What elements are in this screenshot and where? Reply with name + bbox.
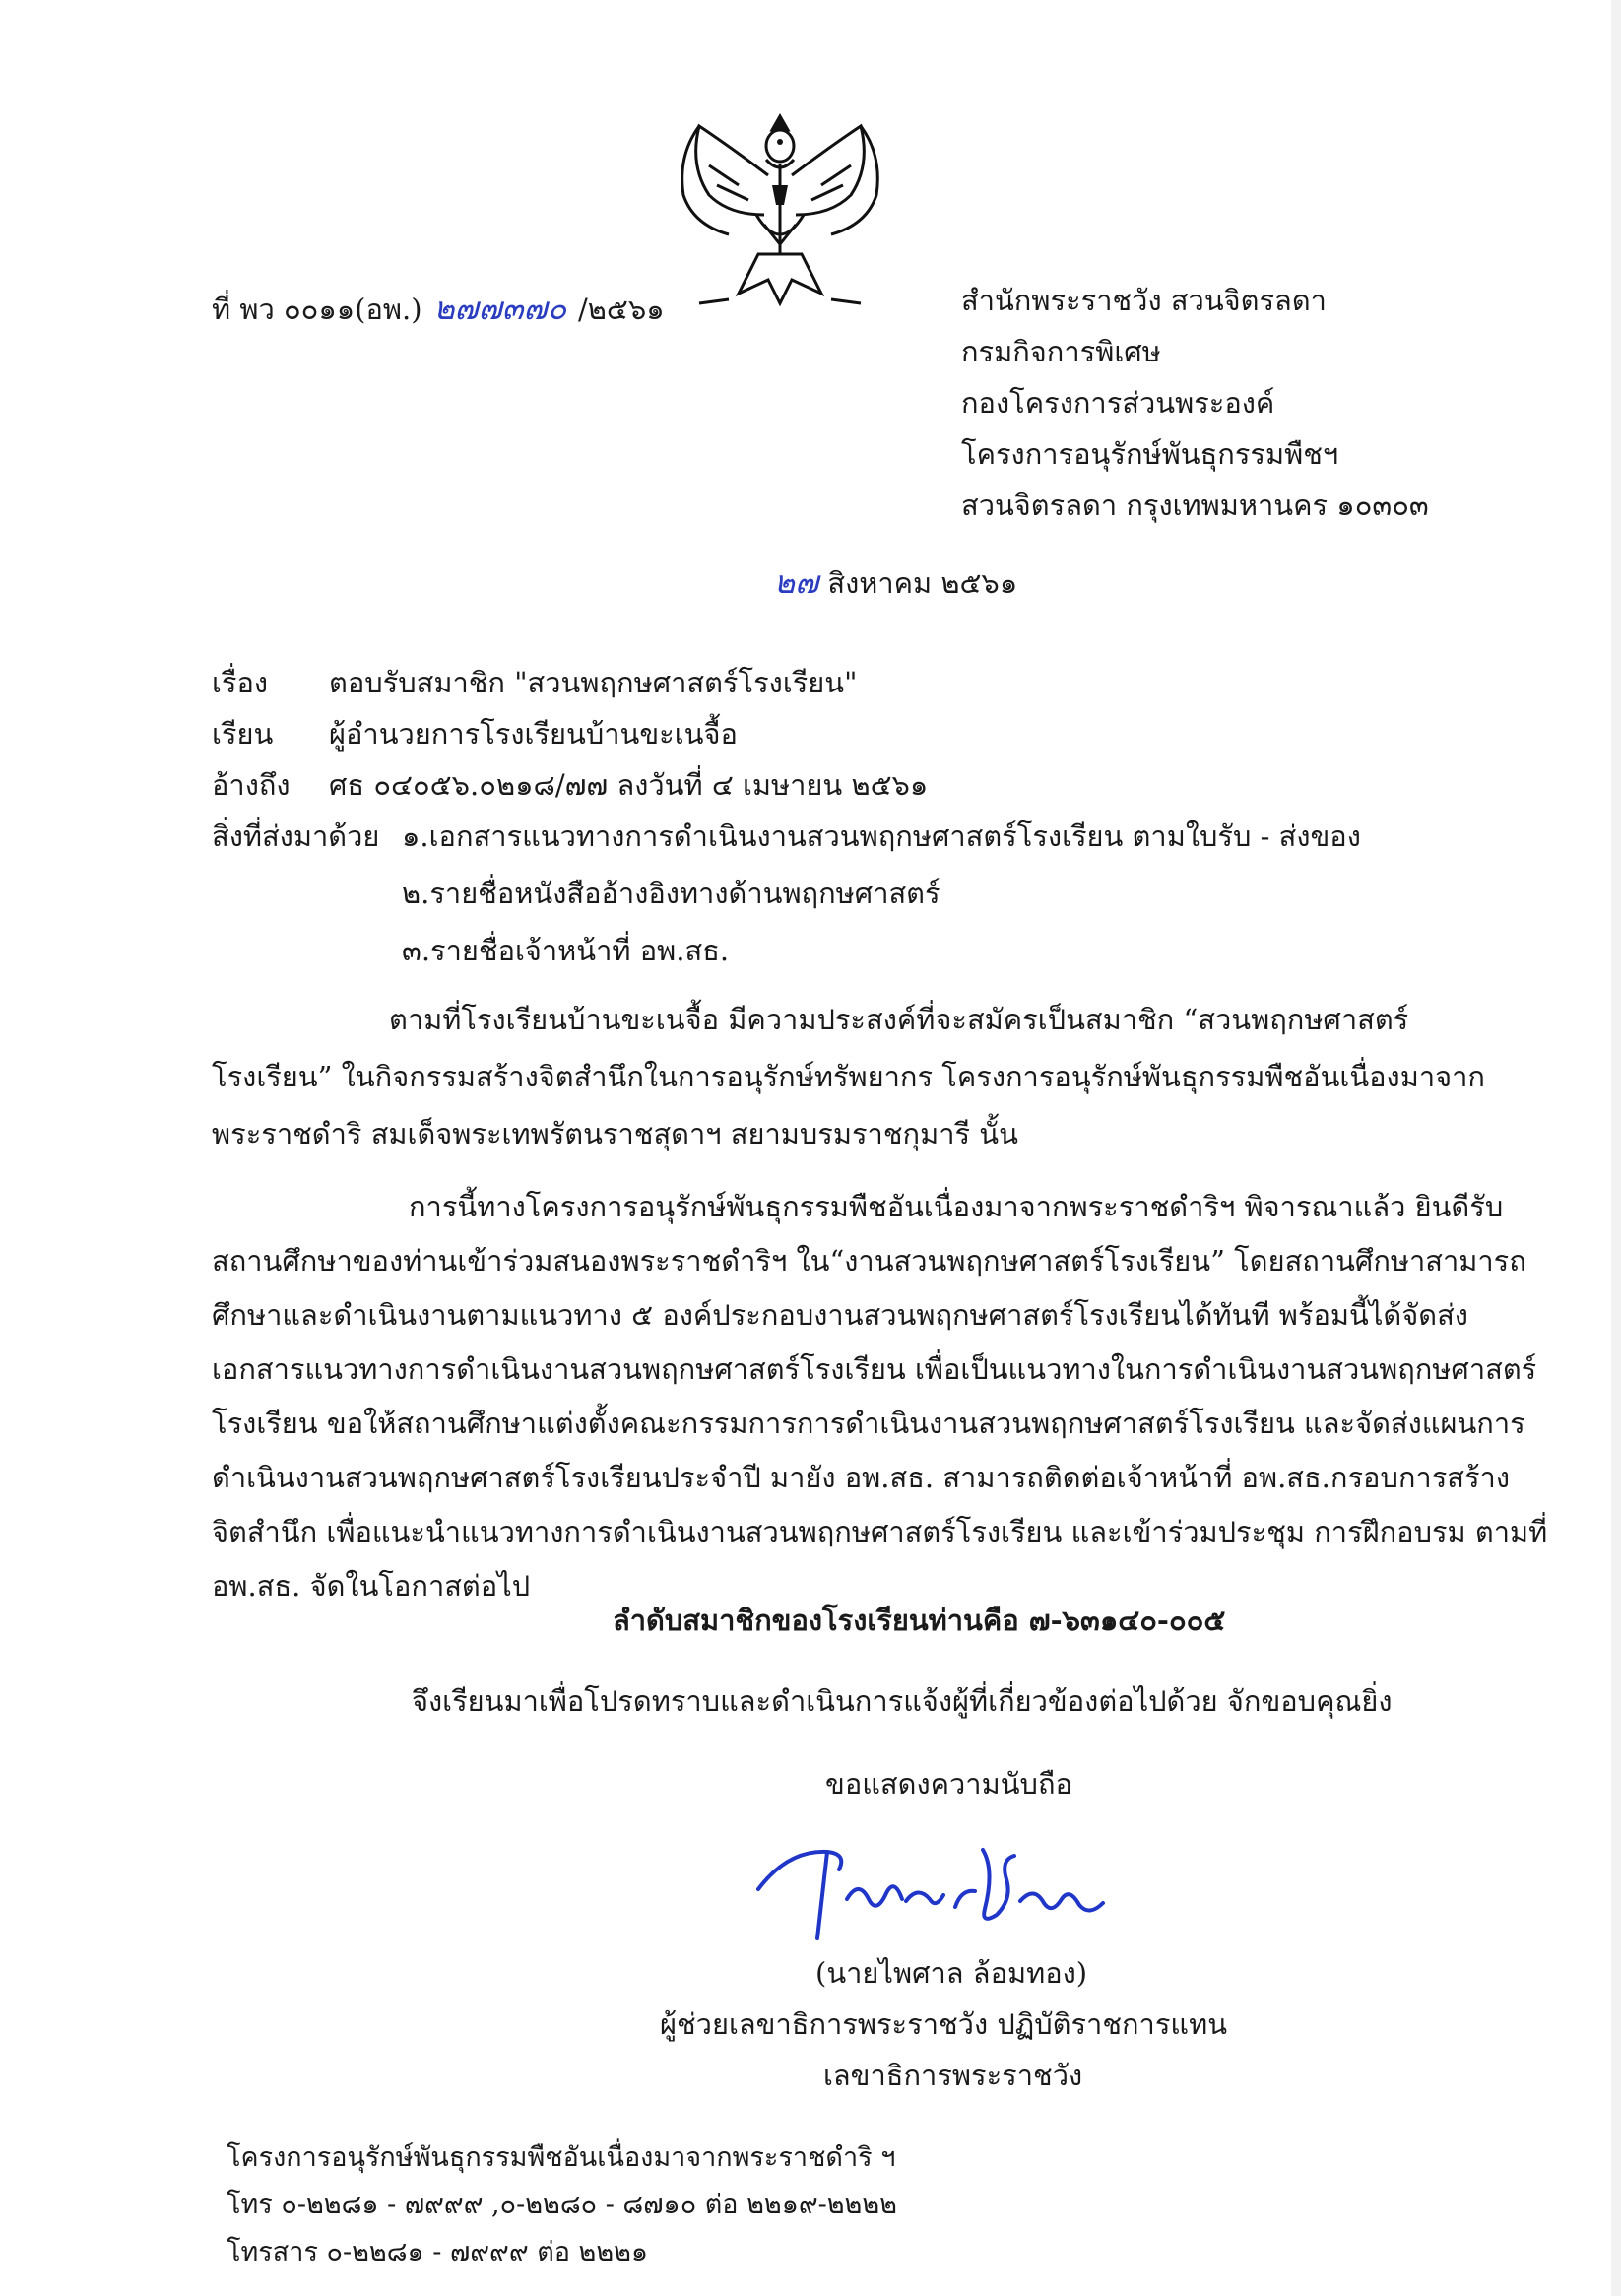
ref-handwritten: ๒๗๗๓๗๐	[433, 290, 567, 327]
signer-name: (นายไพศาล ล้อมทอง)	[815, 1956, 1088, 1990]
paragraph-1-line: ตามที่โรงเรียนบ้านขะเนจื้อ มีความประสงค์ที่จะสมัครเป็นสมาชิก “สวนพฤกษศาสตร์	[389, 1003, 1409, 1036]
subject-label: เรื่อง	[212, 666, 269, 699]
paragraph-1	[212, 995, 1485, 1158]
signer-position-1: ผู้ช่วยเลขาธิการพระราชวัง ปฏิบัติราชการแทน	[660, 2007, 1228, 2041]
paragraph-1-line: โรงเรียน” ในกิจกรรมสร้างจิตสำนึกในการอนุรักษ์ทรัพยากร โครงการอนุรักษ์พันธุกรรมพืชอันเนื่องมาจาก	[212, 1060, 1485, 1093]
page-edge	[1611, 0, 1621, 2296]
ref-suffix: /๒๕๖๑	[578, 293, 665, 326]
paragraph-2-line: การนี้ทางโครงการอนุรักษ์พันธุกรรมพืชอันเนื่องมาจากพระราชดำริฯ พิจารณาแล้ว ยินดีรับ	[409, 1190, 1504, 1223]
subject-text: ตอบรับสมาชิก "สวนพฤกษศาสตร์โรงเรียน"	[329, 666, 858, 699]
footer-fax: โทรสาร ๐-๒๒๘๑ - ๗๙๙๙ ต่อ ๒๒๒๑	[227, 2237, 649, 2267]
org-line-4: โครงการอนุรักษ์พันธุกรรมพืชฯ	[961, 437, 1339, 471]
letter-date	[774, 558, 1017, 608]
footer-phone: โทร ๐-๒๒๘๑ - ๗๙๙๙ ,๐-๒๒๘๐ - ๘๗๑๐ ต่อ ๒๒๑๙-๒๒๒๒	[227, 2190, 897, 2220]
paragraph-2	[212, 1180, 1547, 1613]
enclosure-item-2: ๒.รายชื่อหนังสืออ้างอิงทางด้านพฤกษศาสตร์	[402, 877, 940, 910]
handwritten-signature-icon	[748, 1830, 1123, 1948]
enclosure-label: สิ่งที่ส่งมาด้วย	[212, 820, 380, 853]
closing-text: จึงเรียนมาเพื่อโปรดทราบและดำเนินการแจ้งผู้ที่เกี่ยวข้องต่อไปด้วย จักขอบคุณยิ่ง	[412, 1684, 1393, 1718]
date-handwritten: ๒๗	[774, 563, 819, 601]
paragraph-2-line: สถานศึกษาของท่านเข้าร่วมสนองพระราชดำริฯ ใน“งานสวนพฤกษศาสตร์โรงเรียน” โดยสถานศึกษาสามารถ	[212, 1244, 1526, 1278]
paragraph-2-line: เอกสารแนวทางการดำเนินงานสวนพฤกษศาสตร์โรงเรียน เพื่อเป็นแนวทางในการดำเนินงานสวนพฤกษศาสตร์	[212, 1352, 1537, 1386]
to-text: ผู้อำนวยการโรงเรียนบ้านขะเนจื้อ	[329, 717, 738, 751]
to-label: เรียน	[212, 717, 274, 751]
member-number: ลำดับสมาชิกของโรงเรียนท่านคือ ๗-๖๓๑๔๐-๐๐๕	[613, 1604, 1226, 1637]
paragraph-2-line: ดำเนินงานสวนพฤกษศาสตร์โรงเรียนประจำปี มายัง อพ.สธ. สามารถติดต่อเจ้าหน้าที่ อพ.สธ.กรอบการสร้าง	[212, 1461, 1510, 1494]
paragraph-2-line: โรงเรียน ขอให้สถานศึกษาแต่งตั้งคณะกรรมการการดำเนินงานสวนพฤกษศาสตร์โรงเรียน และจัดส่งแผนการ	[212, 1407, 1525, 1440]
paragraph-2-line: จิตสำนึก เพื่อแนะนำแนวทางการดำเนินงานสวนพฤกษศาสตร์โรงเรียน และเข้าร่วมประชุม การฝึกอบรม ตามที่	[212, 1515, 1548, 1548]
ref-prefix: ที่ พว ๐๐๑๑(อพ.)	[212, 293, 422, 326]
enclosure-item-3: ๓.รายชื่อเจ้าหน้าที่ อพ.สธ.	[402, 934, 730, 967]
signer-position-2: เลขาธิการพระราชวัง	[823, 2059, 1083, 2092]
org-line-1: สำนักพระราชวัง สวนจิตรลดา	[961, 284, 1327, 317]
ref-label: อ้างถึง	[212, 768, 291, 802]
date-text: สิงหาคม ๒๕๖๑	[827, 566, 1018, 600]
paragraph-2-line: ศึกษาและดำเนินงานตามแนวทาง ๕ องค์ประกอบงานสวนพฤกษศาสตร์โรงเรียนได้ทันที พร้อมนี้ได้จัดส่ง	[212, 1298, 1468, 1332]
enclosure-item-1: ๑.เอกสารแนวทางการดำเนินงานสวนพฤกษศาสตร์โรงเรียน ตามใบรับ - ส่งของ	[402, 820, 1361, 853]
org-line-3: กองโครงการส่วนพระองค์	[961, 386, 1275, 420]
paragraph-2-line: อพ.สธ. จัดในโอกาสต่อไป	[212, 1569, 531, 1603]
garuda-emblem-icon	[670, 106, 890, 315]
regards-text: ขอแสดงความนับถือ	[825, 1767, 1072, 1801]
paragraph-1-line: พระราชดำริ สมเด็จพระเทพรัตนราชสุดาฯ สยามบรมราชกุมารี นั้น	[212, 1117, 1018, 1150]
org-line-2: กรมกิจการพิเศษ	[961, 335, 1161, 368]
reference-number	[212, 284, 665, 334]
footer-office: โครงการอนุรักษ์พันธุกรรมพืชอันเนื่องมาจากพระราชดำริ ฯ	[227, 2142, 896, 2173]
ref-text: ศธ ๐๔๐๕๖.๐๒๑๘/๗๗ ลงวันที่ ๔ เมษายน ๒๕๖๑	[329, 768, 929, 802]
org-line-5: สวนจิตรลดา กรุงเทพมหานคร ๑๐๓๐๓	[961, 489, 1429, 522]
